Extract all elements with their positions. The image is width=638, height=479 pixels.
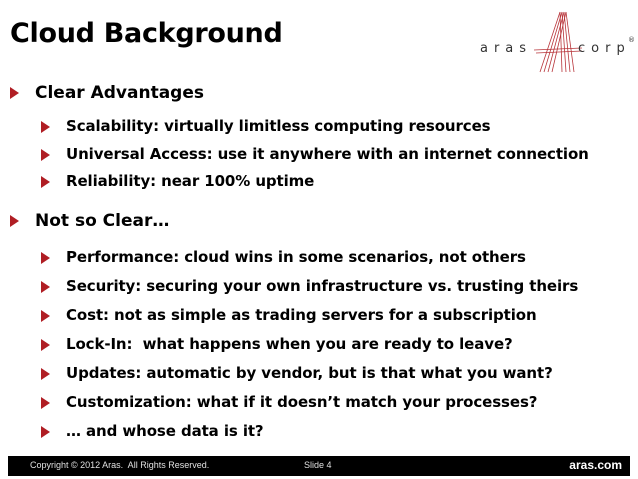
list-item xyxy=(66,248,526,266)
bullet-triangle-icon xyxy=(41,121,50,133)
list-item-text: Performance: cloud wins in some scenarios, not others xyxy=(66,248,526,266)
list-item-text: … and whose data is it? xyxy=(66,422,264,440)
list-item xyxy=(66,117,490,135)
list-item-text: Customization: what if it doesn’t match your processes? xyxy=(66,393,538,411)
list-item xyxy=(66,335,513,353)
list-item-text: Lock-In: what happens when you are ready to leave? xyxy=(66,335,513,353)
list-item-text: Scalability: virtually limitless computing resources xyxy=(66,117,491,135)
list-item xyxy=(66,306,537,324)
list-item xyxy=(66,172,314,190)
bullet-triangle-icon xyxy=(41,397,50,409)
section-heading-not-so-clear xyxy=(35,211,169,231)
bullet-triangle-icon xyxy=(41,426,50,438)
bullet-triangle-icon xyxy=(41,252,50,264)
list-item xyxy=(66,393,537,411)
list-item xyxy=(66,145,589,163)
bullet-triangle-icon xyxy=(41,149,50,161)
bullet-triangle-icon xyxy=(41,368,50,380)
aras-corp-logo xyxy=(478,6,638,76)
list-item-text: Updates: automatic by vendor, but is that what you want? xyxy=(66,364,553,382)
bullet-triangle-icon xyxy=(41,176,50,188)
list-item xyxy=(66,364,553,382)
site-link[interactable]: aras.com xyxy=(569,458,622,472)
list-item-text: Cost: not as simple as trading servers for a subscription xyxy=(66,306,537,324)
list-item-text: Universal Access: use it anywhere with an internet connection xyxy=(66,145,589,163)
section-heading-text: Not so Clear… xyxy=(35,211,170,231)
slide-number: Slide 4 xyxy=(304,460,332,470)
bullet-triangle-icon xyxy=(10,87,19,99)
bullet-triangle-icon xyxy=(10,215,19,227)
list-item xyxy=(66,277,578,295)
bullet-triangle-icon xyxy=(41,310,50,322)
list-item-text: Security: securing your own infrastructure vs. trusting theirs xyxy=(66,277,579,295)
copyright-text: Copyright © 2012 Aras. All Rights Reserved. xyxy=(30,460,210,470)
list-item-text: Reliability: near 100% uptime xyxy=(66,172,315,190)
section-heading-text: Clear Advantages xyxy=(35,83,205,103)
logo-left-text: aras xyxy=(480,41,533,56)
bullet-triangle-icon xyxy=(41,281,50,293)
slide-title: Cloud Background xyxy=(10,18,283,49)
list-item xyxy=(66,422,264,440)
logo-right-text: corp xyxy=(578,41,631,56)
section-heading-clear-advantages xyxy=(35,83,204,103)
logo-registered-mark: ® xyxy=(628,36,635,44)
bullet-triangle-icon xyxy=(41,339,50,351)
footer-bar xyxy=(8,456,630,476)
